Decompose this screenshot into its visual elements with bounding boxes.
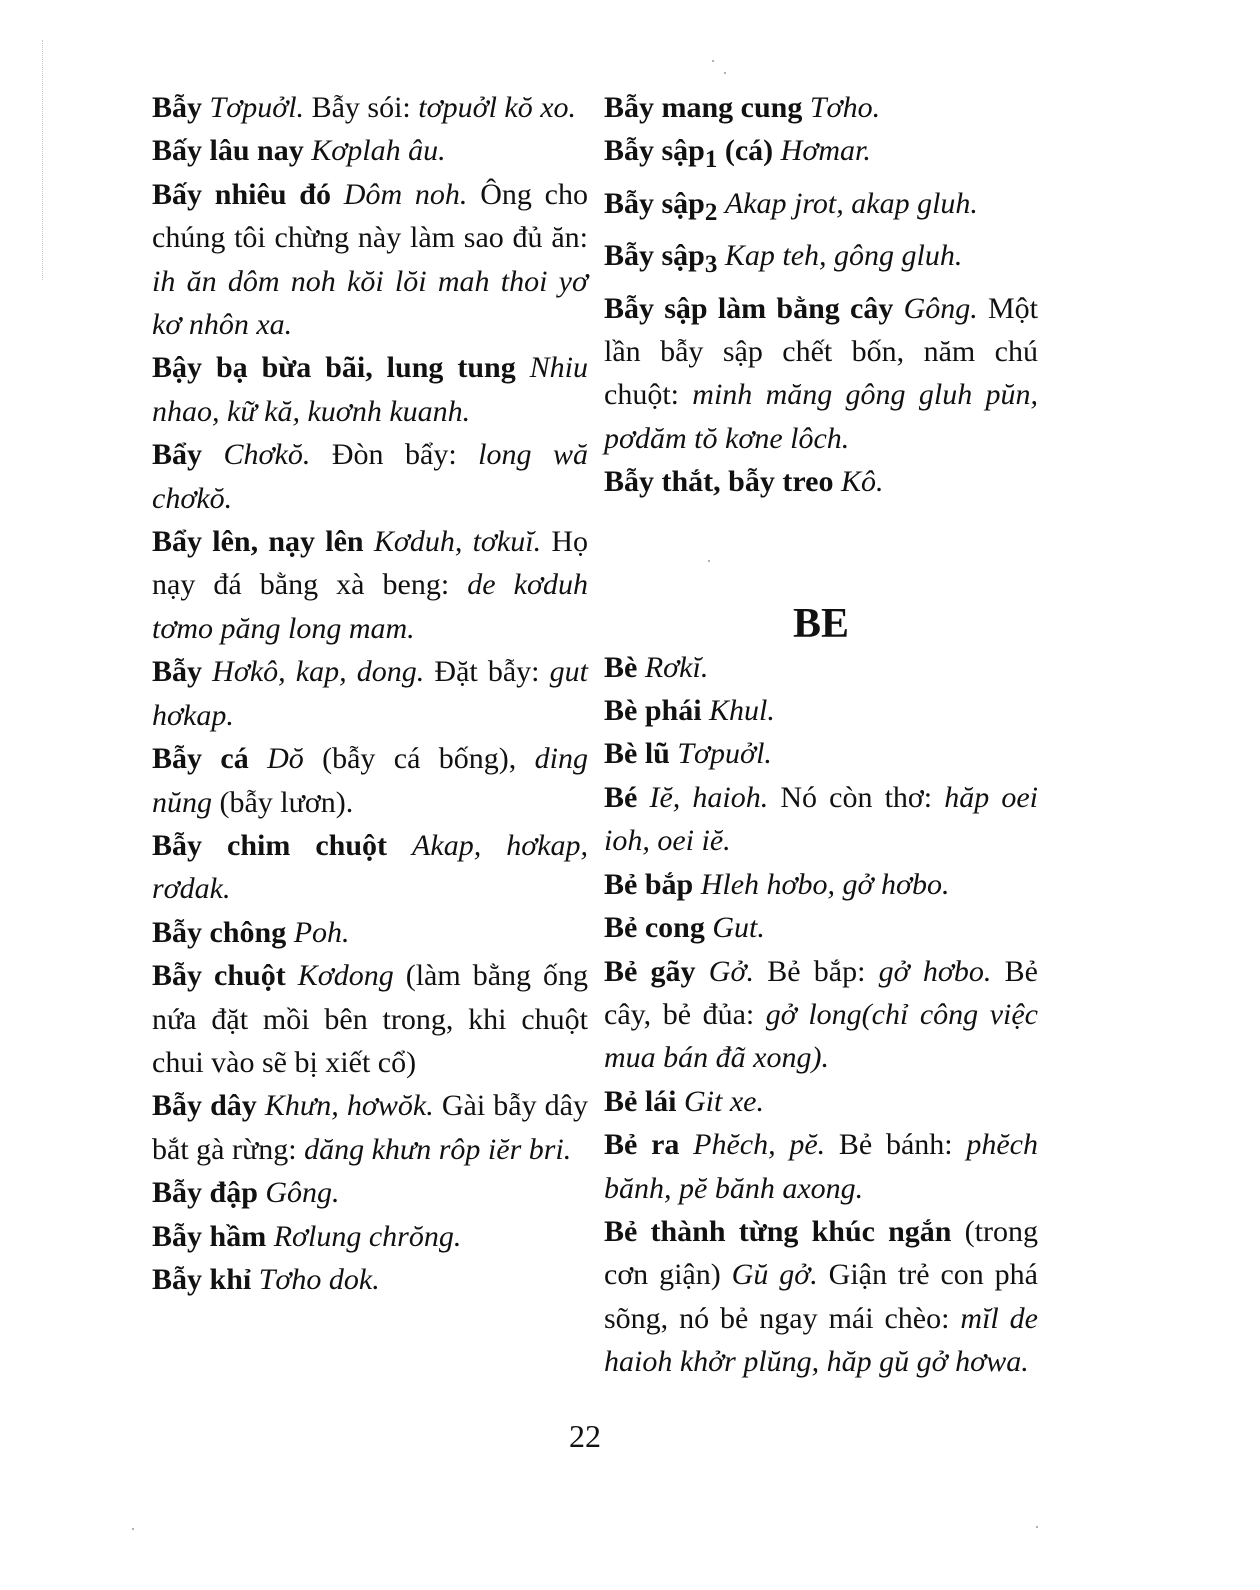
right-column [604,86,1038,1384]
definition-text: (trong cơn giận) [604,1214,1038,1292]
definition-text [516,351,530,384]
gloss: Gông. [265,1176,340,1210]
scan-speck [712,60,714,62]
headword: Bé [604,780,638,814]
definition-text [257,1089,265,1122]
headword: Bẻ cong [604,911,705,945]
headword: Bẻ thành từng khúc ngắn [604,1214,952,1248]
headword: Bẫy đập [152,1176,258,1210]
gloss: Hơmar. [780,134,871,168]
definition-text [893,292,903,325]
gloss: Tơpuởl. [209,91,305,124]
dictionary-entry [152,520,588,650]
gloss: Dôm noh. [343,177,468,211]
dictionary-entry [604,1080,1038,1123]
gloss: Kơdong [297,959,394,993]
gloss: mĭl de haioh khởr plŭng, hăp gŭ gở hơwa. [604,1301,1038,1379]
scan-speck [132,1528,134,1530]
dictionary-entry [604,182,1038,234]
gloss: Tơho. [809,91,881,124]
definition-text [202,438,224,471]
definition-text: Bẻ bánh: [825,1128,967,1162]
definition-text [679,1128,693,1161]
dictionary-entry [152,737,588,824]
definition-text [286,916,294,949]
dictionary-entry [604,906,1038,949]
headword: Bẫy hầm [152,1219,267,1253]
scan-speck [724,72,726,74]
gloss: Tơho dok. [258,1262,380,1296]
headword: Bẫy sập làm bằng cây [604,291,894,325]
definition-text [286,959,298,992]
dictionary-entry [604,86,1038,129]
gloss: de kơduh tơmo păng long mam. [152,568,588,645]
definition-text: (làm bằng ống nứa đặt mồi bên trong, khi chuột chui vào sẽ bị xiết cổ) [152,959,589,1079]
definition-text: Nó còn thơ: [768,780,945,814]
headword: Bẫy [152,655,203,689]
gloss: Iĕ, haioh. [649,780,769,814]
dictionary-entry [152,1084,588,1171]
gloss: Git xe. [684,1084,764,1118]
definition-text [364,525,374,558]
gloss: hăp oei ioh, oei iĕ. [604,780,1039,858]
headword: Bẫy sập [604,134,705,168]
definition-text [637,781,649,814]
headword: Bấy lâu nay [152,134,304,168]
definition-text: Bẻ bắp: [753,954,879,988]
headword: Bẫy sập [604,239,705,273]
gloss: gở long(chỉ công việc mua bán đã xong). [604,997,1038,1075]
dictionary-entry [152,129,588,172]
definition-text [387,829,412,862]
gloss: Akap jrot, akap gluh. [724,186,978,220]
dictionary-entry [604,863,1038,906]
definition-text [637,651,645,684]
headword: Bè phái [604,694,702,728]
scan-speck [708,560,710,562]
dictionary-entry [604,1123,1038,1210]
gloss: Khưn, hơwŏk. [264,1089,434,1123]
dictionary-entry [152,433,588,520]
headword: Bẫy cá [152,742,249,776]
definition-text [693,868,701,901]
dictionary-entry [152,650,588,737]
headword: Bẻ lái [604,1084,677,1118]
gloss: Gut. [712,911,765,945]
headword: Bẻ bắp [604,867,694,901]
definition-text [833,465,841,498]
dictionary-entry [152,86,588,129]
gloss: Kơplah âu. [311,134,446,168]
headword: Bậy bạ bừa bãi, lung tung [152,351,516,385]
definition-text [773,134,781,167]
headword: Bẩy lên, nạy lên [152,525,364,559]
gloss: ih ăn dôm noh kŏi lŏi mah thoi yơ kơ nhôn xa. [152,264,588,342]
definition-text: Giận trẻ con phá sõng, nó bẻ ngay mái chèo: [604,1258,1038,1335]
scan-speck [1036,1526,1038,1528]
dictionary-entry [152,1258,588,1301]
gloss: Khul. [709,694,775,728]
gloss: gut hơkap. [152,655,589,732]
headword: Bẫy dây [152,1089,257,1123]
page-number: 22 [569,1418,601,1454]
dictionary-entry [152,1171,588,1214]
headword: Bẫy thắt, bẫy treo [604,465,834,499]
sense-number: 1 [704,146,718,174]
headword: Bẫy mang cung [604,91,803,124]
definition-text: Ông cho chúng tôi chừng này làm sao đủ ăn: [152,177,588,255]
headword: Bẫy khỉ [152,1262,252,1296]
definition-text [202,655,212,688]
definition-text: Gài bẫy dây bắt gà rừng: [152,1089,588,1166]
sense-number: 2 [704,198,718,226]
dictionary-entry [604,234,1038,286]
definition-text [696,955,709,988]
headword: (cá) [717,134,774,168]
gloss: Akap, hơkap, rơdak. [152,828,589,906]
headword: Bẫy chông [152,915,287,949]
gloss: Tơpuởl. [677,737,772,771]
dictionary-entry [152,1215,588,1258]
headword: Bấy nhiêu đó [152,177,331,211]
gloss: Gở. [708,954,754,988]
headword: Bẻ ra [604,1128,680,1162]
definition-text [702,694,710,727]
definition-text: Đòn bẩy: [310,438,479,472]
gloss: Kơduh, tơkuĭ. [373,525,542,559]
definition-text [249,742,267,775]
gloss: Rơlung chrŏng. [273,1219,462,1253]
headword: Bẻ gãy [604,954,696,988]
headword: Bẫy [152,91,203,124]
headword: Bẩy [152,438,203,472]
gloss: Chơkŏ. [223,438,311,472]
gloss: Kap teh, gông gluh. [724,239,963,273]
section-heading: BE [792,600,850,647]
dictionary-entry [152,911,588,954]
definition-text [717,239,725,272]
definition-text: Đặt bẫy: [424,655,550,689]
gloss: Hơkô, kap, dong. [212,655,425,689]
definition-text [677,1085,685,1118]
dictionary-entry [604,129,1038,181]
definition-text: Họ nạy đá bằng xà beng: [152,525,588,602]
gloss: tơpuởl kŏ xo. [418,91,577,124]
dictionary-entry [604,287,1038,461]
dictionary-entry [604,776,1038,863]
dictionary-entry [152,346,588,433]
definition-text: Một lần bẫy sập chết bốn, năm chú chuột: [604,291,1038,412]
headword: Bè lũ [604,737,670,771]
gloss: ding nŭng [152,742,588,819]
dictionary-entry [152,824,588,911]
dictionary-entry [152,173,588,347]
gloss: Nhiu nhao, kữ kă, kuơnh kuanh. [152,351,589,428]
dictionary-entry [604,689,1038,732]
definition-text: (bẫy cá bống), [303,742,535,776]
definition-text [266,1220,274,1253]
definition-text: Bẻ cây, bẻ đủa: [604,954,1038,1031]
headword: Bẫy sập [604,186,705,220]
headword: Bẫy chuột [152,959,286,993]
gloss: long wă chơkŏ. [152,438,588,515]
gloss: Hleh hơbo, gở hơbo. [700,867,950,901]
dictionary-entry [604,732,1038,775]
margin-rule [42,40,43,280]
right-column-top [604,86,1038,504]
dictionary-entry [604,950,1038,1080]
definition-text: Bẫy sói: [304,91,419,124]
left-column [152,86,588,1301]
definition-text [202,91,210,124]
gloss: Gŭ gở. [731,1258,818,1292]
dictionary-entry [152,954,588,1084]
headword: Bẫy chim chuột [152,828,388,862]
headword: Bè [604,650,638,684]
gloss: minh măng gông gluh pŭn, pơdăm tŏ kơne lôch. [604,378,1038,455]
sense-number: 3 [704,251,718,279]
gloss: Dŏ [267,742,304,776]
gloss: Kô. [840,465,884,499]
gloss: Poh. [293,915,350,949]
gloss: dăng khưn rôp iĕr bri. [304,1132,572,1166]
gloss: Phĕch, pĕ. [693,1128,826,1162]
dictionary-entry [604,460,1038,503]
right-column-bottom [604,646,1038,1384]
dictionary-entry [604,1210,1038,1384]
gloss: Gông. [903,291,978,325]
gloss: phĕch bănh, pĕ bănh axong. [604,1128,1038,1205]
definition-text [717,187,725,220]
dictionary-entry [604,646,1038,689]
definition-text [331,178,344,211]
gloss: gở hơbo. [878,954,992,988]
gloss: Rơkĭ. [644,650,709,684]
definition-text: (bẫy lươn). [212,785,354,819]
definition-text [251,1263,259,1296]
definition-text [802,91,810,124]
